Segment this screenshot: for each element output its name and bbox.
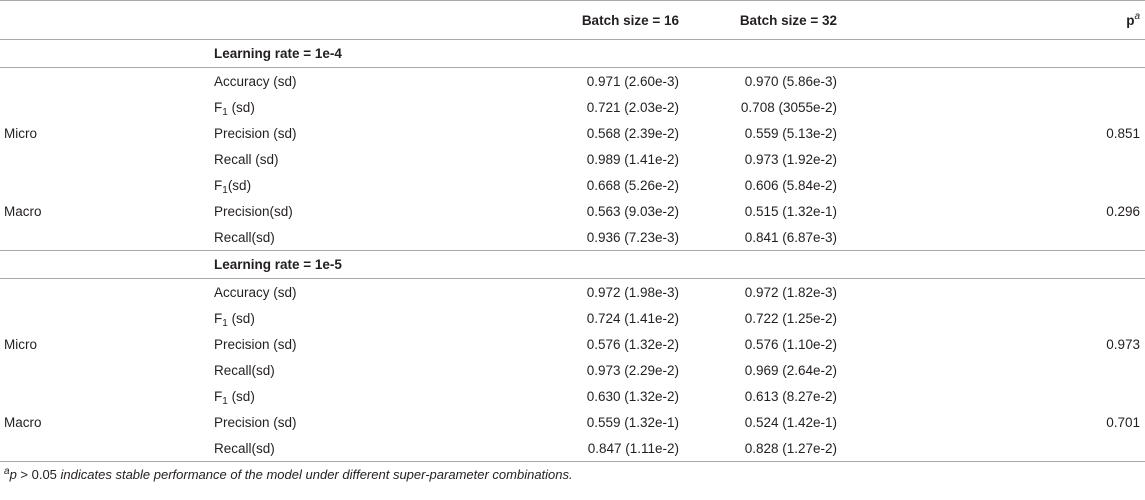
batch-16-value: 0.936 (7.23e-3) <box>586 229 679 245</box>
table-footnote <box>4 467 573 482</box>
metric-cell <box>205 279 437 306</box>
table-row <box>0 172 1145 198</box>
batch-16-value: 0.576 (1.32e-2) <box>586 336 679 352</box>
table-body <box>0 40 1145 462</box>
batch-16-value: 0.972 (1.98e-3) <box>586 284 679 300</box>
metric-label: F <box>214 310 223 326</box>
p-value <box>1032 68 1145 95</box>
header-p-label: p <box>1126 12 1135 28</box>
averaging-group-cell <box>0 435 205 462</box>
averaging-group-cell <box>0 146 205 172</box>
header-p-value <box>1032 1 1145 40</box>
averaging-group-cell <box>0 224 205 251</box>
header-group-cell <box>0 1 205 40</box>
metric-cell <box>205 357 437 383</box>
batch-16-value: 0.989 (1.41e-2) <box>586 151 679 167</box>
metric-label: Precision (sd) <box>214 336 297 352</box>
batch-32-value: 0.828 (1.27e-2) <box>732 435 1032 462</box>
header-metric-cell <box>205 1 437 40</box>
metric-label: Recall (sd) <box>214 151 279 167</box>
batch-32-value: 0.559 (5.13e-2) <box>744 125 837 141</box>
batch-16-value: 0.563 (9.03e-2) <box>586 203 679 219</box>
metric-label: Accuracy (sd) <box>214 284 297 300</box>
header-batch-32: Batch size = 32 <box>732 1 1032 40</box>
p-value <box>1032 435 1145 462</box>
averaging-group-cell <box>0 68 205 95</box>
batch-16-value: 0.971 (2.60e-3) <box>586 73 679 89</box>
table-row <box>0 305 1145 331</box>
batch-32-value: 0.606 (5.84e-2) <box>744 177 837 193</box>
batch-32-value: 0.524 (1.42e-1) <box>744 414 837 430</box>
batch-32-value: 0.970 (5.86e-3) <box>744 73 837 89</box>
group-row-empty-cell <box>0 251 205 279</box>
batch-32-value: 0.969 (2.64e-2) <box>744 362 837 378</box>
averaging-group-cell <box>0 357 205 383</box>
averaging-group-cell <box>0 305 205 331</box>
metric-subscript: 1 <box>222 106 228 118</box>
metric-label: Accuracy (sd) <box>214 73 297 89</box>
batch-16-value: 0.724 (1.41e-2) <box>586 310 679 326</box>
metric-label-tail: (sd) <box>227 177 252 193</box>
table-row <box>0 409 1145 435</box>
averaging-group-cell: Micro <box>4 336 37 352</box>
metric-cell <box>205 94 437 120</box>
table-row <box>0 146 1145 172</box>
metric-label: F <box>214 177 223 193</box>
metric-cell <box>205 435 437 462</box>
metric-label: F <box>214 388 223 404</box>
metric-cell <box>205 331 437 357</box>
metric-cell <box>205 305 437 331</box>
table-row <box>0 435 1145 462</box>
p-value <box>1032 94 1145 120</box>
header-batch-16: Batch size = 16 <box>437 1 732 40</box>
p-value <box>1032 279 1145 306</box>
learning-rate-group-row <box>0 40 1145 68</box>
metric-label: Recall(sd) <box>214 229 275 245</box>
metric-label: Precision (sd) <box>214 414 297 430</box>
metric-subscript: 1 <box>222 395 228 407</box>
p-value <box>1032 224 1145 251</box>
metric-cell <box>205 224 437 251</box>
metric-label: F <box>214 99 223 115</box>
metric-label: Precision (sd) <box>214 125 297 141</box>
table-header-row <box>0 1 1145 40</box>
header-p-superscript: a <box>1134 10 1140 22</box>
metric-label-tail: (sd) <box>227 388 255 404</box>
batch-16-value: 0.973 (2.29e-2) <box>586 362 679 378</box>
p-value: 0.701 <box>1106 414 1140 430</box>
table-row <box>0 383 1145 409</box>
p-value <box>1032 383 1145 409</box>
p-value <box>1032 305 1145 331</box>
metric-label-tail: (sd) <box>227 99 255 115</box>
batch-32-value: 0.708 (3055e-2) <box>740 99 837 115</box>
metric-cell <box>205 383 437 409</box>
learning-rate-title: Learning rate = 1e-5 <box>205 251 1145 279</box>
metric-label: Recall(sd) <box>214 362 275 378</box>
metric-label: Precision(sd) <box>214 203 293 219</box>
batch-32-value: 0.576 (1.10e-2) <box>744 336 837 352</box>
averaging-group-cell: Micro <box>4 125 37 141</box>
metric-subscript: 1 <box>222 184 228 196</box>
metric-cell <box>205 120 437 146</box>
table-row <box>0 224 1145 251</box>
averaging-group-cell <box>0 383 205 409</box>
batch-16-value: 0.568 (2.39e-2) <box>586 125 679 141</box>
table-row <box>0 94 1145 120</box>
batch-16-value: 0.559 (1.32e-1) <box>586 414 679 430</box>
averaging-group-cell: Macro <box>4 203 42 219</box>
metric-cell <box>205 409 437 435</box>
footnote-text: indicates stable performance of the model under different super-parameter combinations. <box>60 467 573 482</box>
p-value: 0.973 <box>1106 336 1140 352</box>
table-row <box>0 357 1145 383</box>
table-row <box>0 120 1145 146</box>
p-value: 0.296 <box>1106 203 1140 219</box>
batch-32-value: 0.841 (6.87e-3) <box>744 229 837 245</box>
footnote-marker: a <box>4 466 10 477</box>
table-row <box>0 68 1145 95</box>
learning-rate-title: Learning rate = 1e-4 <box>205 40 1145 68</box>
batch-16-value: 0.668 (5.26e-2) <box>586 177 679 193</box>
metric-cell <box>205 146 437 172</box>
table-row <box>0 279 1145 306</box>
metric-cell <box>205 172 437 198</box>
metric-label: Recall(sd) <box>214 440 275 456</box>
averaging-group-cell <box>0 94 205 120</box>
footnote-condition: > 0.05 <box>16 467 61 482</box>
metric-cell <box>205 68 437 95</box>
metric-cell <box>205 198 437 224</box>
averaging-group-cell <box>0 279 205 306</box>
learning-rate-group-row <box>0 251 1145 279</box>
batch-32-value: 0.722 (1.25e-2) <box>744 310 837 326</box>
batch-32-value: 0.973 (1.92e-2) <box>744 151 837 167</box>
batch-16-value: 0.721 (2.03e-2) <box>586 99 679 115</box>
table-row <box>0 331 1145 357</box>
averaging-group-cell <box>0 172 205 198</box>
table-row <box>0 198 1145 224</box>
batch-32-value: 0.515 (1.32e-1) <box>744 203 837 219</box>
metric-subscript: 1 <box>222 317 228 329</box>
group-row-empty-cell <box>0 40 205 68</box>
p-value <box>1032 172 1145 198</box>
averaging-group-cell: Macro <box>4 414 42 430</box>
p-value <box>1032 146 1145 172</box>
p-value <box>1032 357 1145 383</box>
batch-16-value: 0.847 (1.11e-2) <box>437 435 732 462</box>
p-value: 0.851 <box>1106 125 1140 141</box>
batch-32-value: 0.972 (1.82e-3) <box>744 284 837 300</box>
footnote-p: p <box>9 467 17 482</box>
batch-16-value: 0.630 (1.32e-2) <box>586 388 679 404</box>
metric-label-tail: (sd) <box>227 310 255 326</box>
batch-32-value: 0.613 (8.27e-2) <box>744 388 837 404</box>
